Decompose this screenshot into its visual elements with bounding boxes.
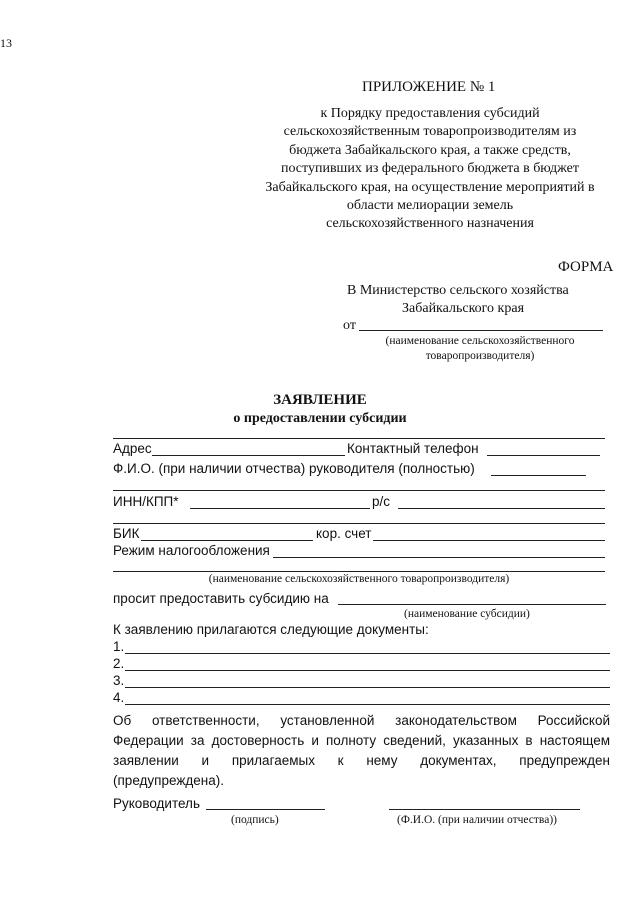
subsidy-hint: (наименование субсидии)	[404, 608, 530, 620]
from-hint-line: (наименование сельскохозяйственного	[385, 335, 575, 347]
inn-field-continuation[interactable]	[113, 523, 605, 524]
rs-field[interactable]	[398, 508, 605, 509]
head-field[interactable]	[491, 475, 586, 476]
rs-label: р/с	[372, 494, 391, 509]
page-number: 13	[0, 36, 12, 50]
phone-field[interactable]	[487, 455, 600, 456]
addressee-line2: Забайкальского края	[402, 301, 525, 316]
appendix-line: сельскохозяйственного назначения	[326, 216, 534, 232]
producer-name-field[interactable]	[113, 438, 605, 439]
doc-number: 3.	[113, 673, 125, 688]
producer-field[interactable]	[113, 571, 605, 572]
form-label: ФОРМА	[558, 259, 614, 275]
doc-field[interactable]	[125, 653, 610, 654]
signature-hint: (подпись)	[231, 814, 279, 826]
request-label: просит предоставить субсидию на	[113, 591, 329, 606]
appendix-line: бюджета Забайкальского края, а также средств,	[289, 142, 571, 158]
phone-label: Контактный телефон	[347, 441, 479, 456]
inn-field[interactable]	[190, 508, 370, 509]
doc-field[interactable]	[125, 670, 610, 671]
appendix-line: к Порядку предоставления субсидий	[320, 106, 540, 121]
address-field[interactable]	[152, 455, 345, 456]
appendix-text	[250, 105, 610, 234]
head-label: Ф.И.О. (при наличии отчества) руководителя (полностью)	[113, 461, 475, 476]
from-field[interactable]	[359, 330, 603, 331]
from-hint	[360, 334, 600, 364]
address-label: Адрес	[113, 441, 152, 456]
producer-hint: (наименование сельскохозяйственного товаропроизводителя)	[208, 573, 510, 585]
doc-number: 2.	[113, 656, 125, 671]
statement-title: ЗАЯВЛЕНИЕ	[273, 392, 367, 408]
inn-label: ИНН/КПП*	[113, 494, 179, 509]
name-field[interactable]	[389, 809, 580, 810]
appendix-line: Забайкальского края, на осуществление мероприятий в	[265, 179, 595, 195]
bik-label: БИК	[113, 526, 140, 541]
kor-field[interactable]	[373, 540, 605, 541]
signature-head-label: Руководитель	[113, 796, 200, 811]
statement-subtitle: о предоставлении субсидии	[233, 411, 407, 426]
doc-number: 4.	[113, 690, 125, 705]
addressee-line1: В Министерство сельского хозяйства	[347, 283, 569, 298]
kor-label: кор. счет	[316, 526, 372, 541]
docs-label: К заявлению прилагаются следующие документы:	[113, 622, 429, 637]
appendix-title: ПРИЛОЖЕНИЕ № 1	[362, 79, 496, 95]
doc-field[interactable]	[125, 687, 610, 688]
tax-label: Режим налогообложения	[113, 543, 270, 558]
head-field-continuation[interactable]	[113, 490, 605, 491]
responsibility-text: Об ответственности, установленной законодательством Российской Федерации за достоверность и полноту сведений, указанных в настоящем заявлении и прилагаемых к нему документах, предупрежден (предупреждена).	[113, 713, 610, 788]
appendix-line: сельскохозяйственным товаропроизводителям из	[283, 124, 577, 140]
bik-field[interactable]	[141, 540, 313, 541]
signature-field[interactable]	[206, 809, 325, 810]
from-hint-line: товаропроизводителя)	[425, 350, 535, 362]
doc-field[interactable]	[125, 704, 610, 705]
doc-number: 1.	[113, 639, 125, 654]
subsidy-field[interactable]	[338, 604, 606, 605]
from-label: от	[343, 318, 356, 333]
name-hint: (Ф.И.О. (при наличии отчества))	[397, 814, 557, 826]
tax-field[interactable]	[273, 557, 605, 558]
appendix-line: области мелиорации земель	[346, 198, 514, 214]
appendix-line: поступивших из федерального бюджета в бюджет	[280, 161, 580, 177]
